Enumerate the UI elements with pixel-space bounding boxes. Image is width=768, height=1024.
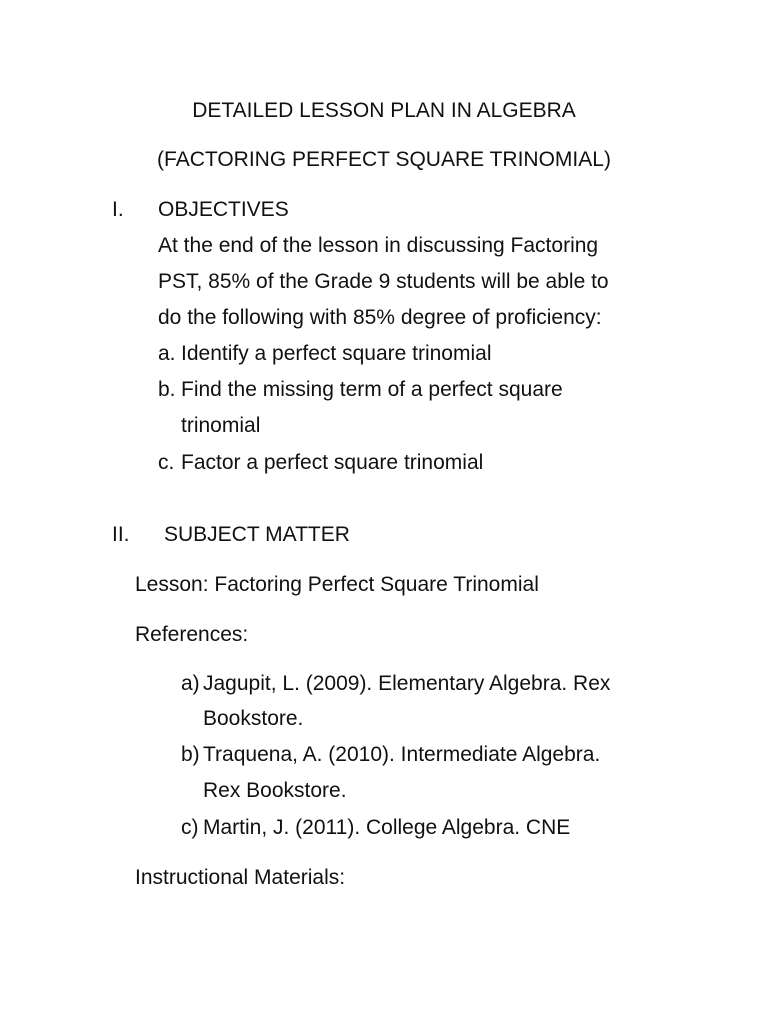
section-2-numeral: II. [112, 523, 130, 546]
reference-marker: a) [181, 672, 200, 695]
document-title: DETAILED LESSON PLAN IN ALGEBRA [192, 99, 576, 122]
section-2-heading: SUBJECT MATTER [164, 523, 350, 546]
reference-text: Rex Bookstore. [203, 779, 347, 802]
reference-marker: c) [181, 816, 199, 839]
lesson-line: Lesson: Factoring Perfect Square Trinomial [135, 573, 539, 596]
section-1-heading: OBJECTIVES [158, 198, 289, 221]
objective-marker: b. [158, 378, 176, 401]
section-1-numeral: I. [112, 198, 124, 221]
objective-item-text: Find the missing term of a perfect square [181, 378, 563, 401]
objectives-intro-line: PST, 85% of the Grade 9 students will be able to [158, 270, 609, 293]
objective-item-text: Factor a perfect square trinomial [181, 451, 484, 474]
document-subtitle: (FACTORING PERFECT SQUARE TRINOMIAL) [157, 148, 611, 171]
reference-text: Jagupit, L. (2009). Elementary Algebra. Rex [203, 672, 611, 695]
reference-text: Bookstore. [203, 707, 304, 730]
objective-marker: c. [158, 451, 175, 474]
reference-marker: b) [181, 743, 200, 766]
objectives-intro-line: At the end of the lesson in discussing Factoring [158, 234, 599, 257]
objectives-intro-line: do the following with 85% degree of proficiency: [158, 306, 602, 329]
objective-item-text: trinomial [181, 414, 261, 437]
reference-text: Traquena, A. (2010). Intermediate Algebra. [203, 743, 601, 766]
instructional-materials-label: Instructional Materials: [135, 866, 346, 889]
reference-text: Martin, J. (2011). College Algebra. CNE [203, 816, 571, 839]
objective-marker: a. [158, 342, 176, 365]
references-label: References: [135, 623, 249, 646]
objective-item-text: Identify a perfect square trinomial [181, 342, 492, 365]
